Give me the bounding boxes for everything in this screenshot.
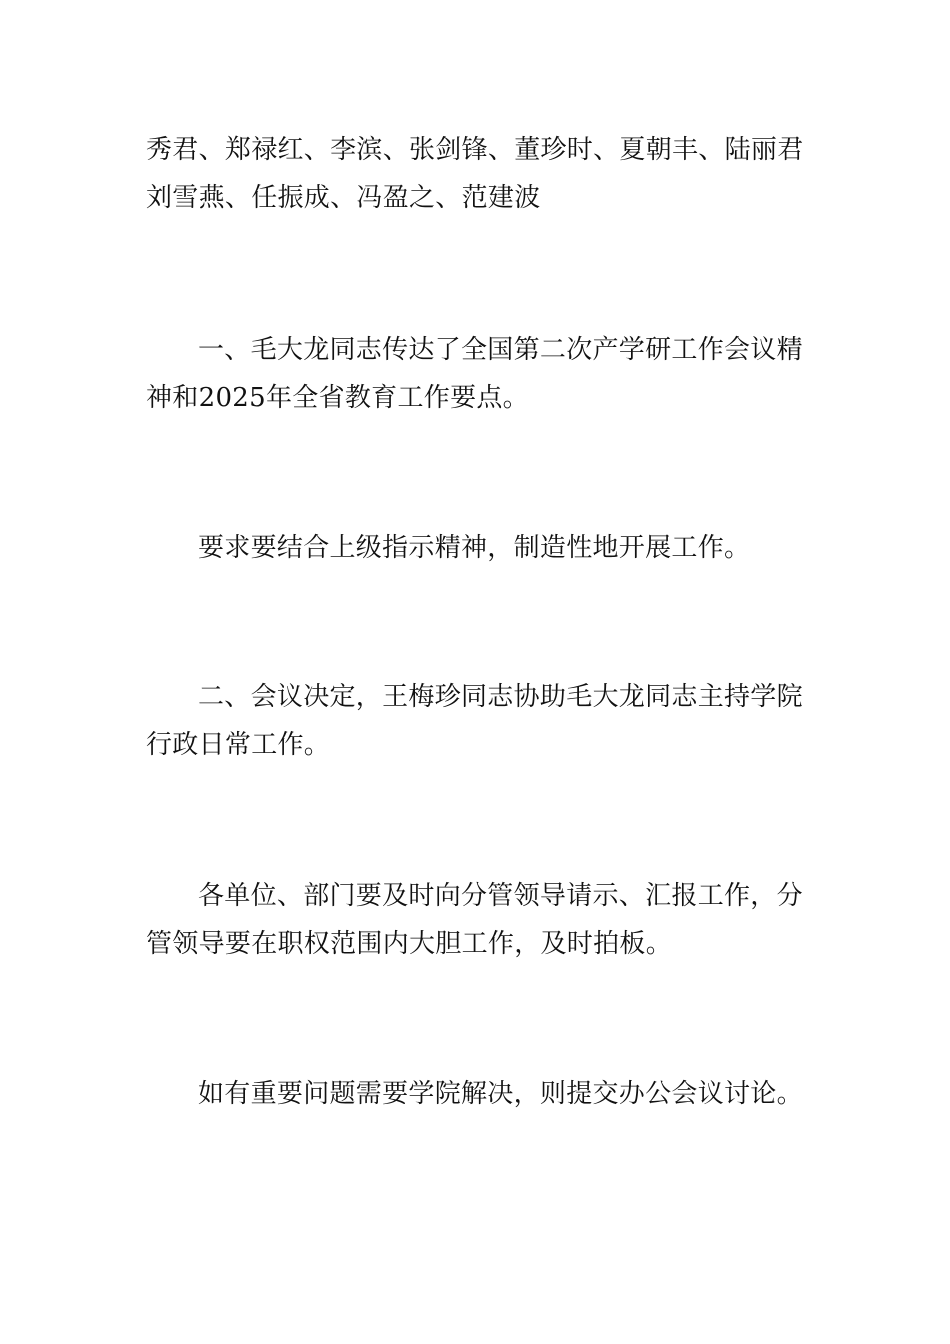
item-two-paragraph — [146, 673, 808, 769]
item-one-requirement-paragraph — [146, 524, 808, 572]
paragraph-line: 要求要结合上级指示精神，制造性地开展工作。 — [198, 533, 751, 563]
item-one-paragraph — [146, 326, 808, 422]
paragraph-line: 二、会议决定，王梅珍同志协助毛大龙同志主持学院 — [198, 682, 803, 712]
paragraph-line: 秀君、郑禄红、李滨、张剑锋、董珍时、夏朝丰、陆丽君 — [146, 135, 804, 165]
paragraph-line: 一、毛大龙同志传达了全国第二次产学研工作会议精 — [198, 335, 803, 365]
item-two-departments-paragraph — [146, 872, 808, 968]
paragraph-line: 各单位、部门要及时向分管领导请示、汇报工作，分 — [198, 881, 803, 911]
paragraph-line: 刘雪燕、任振成、冯盈之、范建波 — [146, 183, 541, 213]
paragraph-line: 行政日常工作。 — [146, 730, 331, 760]
paragraph-line: 管领导要在职权范围内大胆工作，及时拍板。 — [146, 929, 673, 959]
paragraph-line: 神和2025年全省教育工作要点。 — [146, 383, 529, 413]
item-two-issues-paragraph — [146, 1070, 808, 1118]
paragraph-line: 如有重要问题需要学院解决，则提交办公会议讨论。 — [198, 1079, 803, 1109]
attendee-names-paragraph — [146, 126, 808, 222]
